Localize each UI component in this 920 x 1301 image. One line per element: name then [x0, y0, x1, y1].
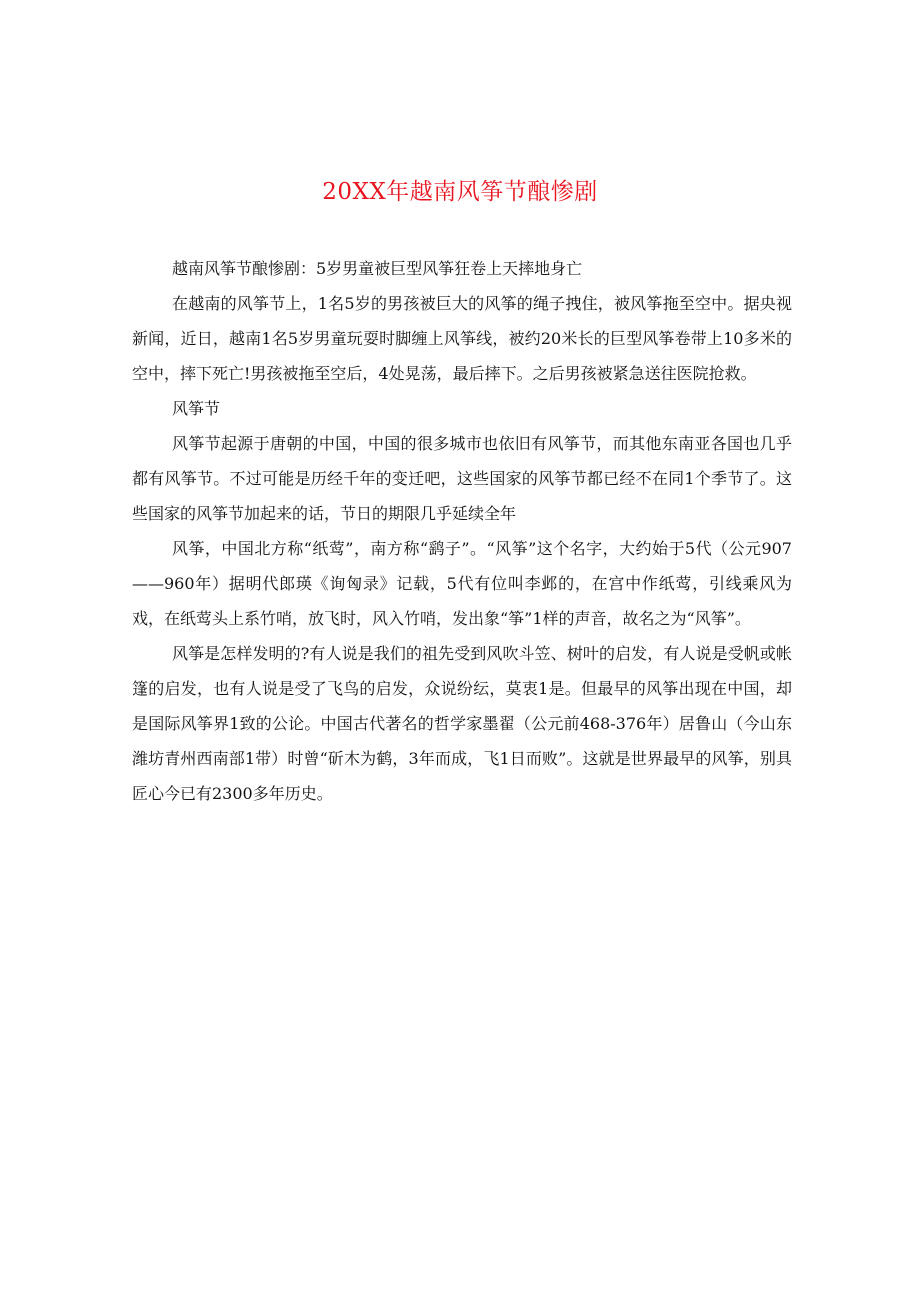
document-title: 20XX年越南风筝节酿惨剧	[322, 179, 598, 205]
body-paragraph: 风筝是怎样发明的?有人说是我们的祖先受到风吹斗笠、树叶的启发，有人说是受帆或帐篷的启发，也有人说是受了飞鸟的启发，众说纷纭，莫衷1是。但最早的风筝出现在中国，却是国际风筝界1致的公论。中国古代著名的哲学家墨翟（公元前468-376年）居鲁山（今山东潍坊青州西南部1带）时曾“斫木为鹤，3年而成，飞1日而败”。这就是世界最早的风筝，别具匠心今已有2300多年历史。	[132, 644, 792, 803]
section-heading: 风筝节	[172, 399, 221, 418]
body-paragraph: 风筝，中国北方称“纸莺”，南方称“鹞子”。“风筝”这个名字，大约始于5代（公元907——960年）据明代郎瑛《询匈录》记载，5代有位叫李邺的，在宫中作纸莺，引线乘风为戏，在纸莺头上系竹哨，放飞时，风入竹哨，发出象“筝”1样的声音，故名之为“风筝”。	[132, 539, 792, 628]
document-body	[132, 251, 792, 811]
body-paragraph: 在越南的风筝节上，1名5岁的男孩被巨大的风筝的绳子拽住，被风筝拖至空中。据央视新闻，近日，越南1名5岁男童玩耍时脚缠上风筝线，被约20米长的巨型风筝卷带上10多米的空中，摔下死亡!男孩被拖至空后，4处晃荡，最后摔下。之后男孩被紧急送往医院抢救。	[132, 294, 792, 383]
body-paragraph: 风筝节起源于唐朝的中国，中国的很多城市也依旧有风筝节，而其他东南亚各国也几乎都有风筝节。不过可能是历经千年的变迁吧，这些国家的风筝节都已经不在同1个季节了。这些国家的风筝节加起来的话，节日的期限几乎延续全年	[132, 434, 792, 523]
subtitle-heading: 越南风筝节酿惨剧：5岁男童被巨型风筝狂卷上天摔地身亡	[172, 259, 583, 278]
